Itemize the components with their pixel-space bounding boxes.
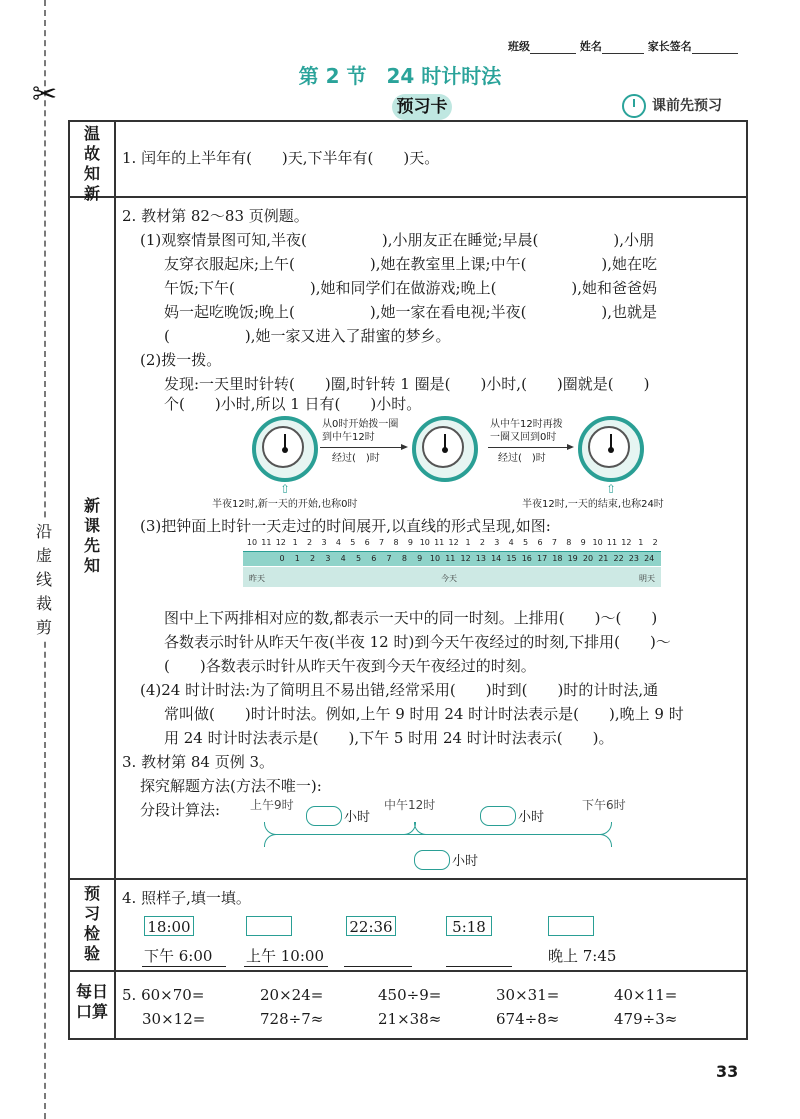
up-arrow-icon: ⇧	[606, 482, 617, 496]
caption-left: 半夜12时,新一天的开始,也称0时	[212, 499, 358, 510]
seg-unit-2: 小时	[518, 810, 545, 825]
arrow2-top: 从中午12时再拨	[490, 419, 563, 430]
up-arrow-icon: ⇧	[280, 482, 291, 496]
q2-p4-line2: 常叫做( )时计时法。例如,上午 9 时用 24 时计时法表示是( ),晚上 9 时	[164, 705, 684, 723]
seg-start: 上午9时	[250, 798, 294, 812]
label-review: 温故知新	[83, 124, 100, 203]
clock-icon-start	[252, 416, 318, 482]
arrow2-top2: 一圈又回到0时	[490, 432, 557, 443]
ruler-bottom-tick: 1	[294, 554, 300, 563]
ruler-top-tick: 4	[335, 538, 341, 547]
calc-8: 21×38≈	[378, 1010, 442, 1028]
name-label: 姓名	[579, 40, 602, 53]
ruler-top-tick: 12	[275, 538, 286, 547]
name-blank	[602, 53, 644, 54]
ruler-bottom-tick: 8	[401, 554, 407, 563]
pre-study	[622, 94, 722, 118]
ruler-bottom-tick: 23	[628, 554, 639, 563]
ruler-bottom-tick: 2	[310, 554, 316, 563]
calc-2: 20×24=	[260, 986, 324, 1004]
ruler-top-tick: 2	[652, 538, 658, 547]
ruler-top-tick: 9	[407, 538, 413, 547]
class-blank	[530, 53, 576, 54]
q2-p4-line1: (4)24 时计时法:为了简明且不易出错,经常采用( )时到( )时的计时法,通	[140, 681, 659, 699]
ruler-bottom-tick: 3	[325, 554, 331, 563]
ruler-top-tick: 2	[307, 538, 313, 547]
calc-1: 5. 60×70=	[122, 986, 205, 1004]
question-2: 2. 教材第 82～83 页例题。	[122, 207, 309, 225]
q2-p4-line3: 用 24 时计时法表示是( ),下午 5 时用 24 时计时法表示( )。	[164, 729, 614, 747]
q2-p1-line2: 友穿衣服起床;上午( ),她在教室里上课;中午( ),她在吃	[164, 255, 658, 273]
scissors-icon: ✂	[32, 77, 58, 112]
time-underline-2	[244, 966, 328, 967]
calc-7: 728÷7≈	[260, 1010, 324, 1028]
ruler-top-tick: 3	[321, 538, 327, 547]
row-divider-2	[68, 878, 748, 880]
time-line-1: 下午 6:00	[144, 947, 213, 965]
q2-p1-line4: 妈一起吃晚饭;晚上( ),她一家在看电视;半夜( ),也就是	[164, 303, 658, 321]
question-4: 4. 照样子,填一填。	[122, 889, 251, 907]
time-line-5: 晚上 7:45	[548, 947, 617, 965]
ruler-bottom-tick: 17	[537, 554, 548, 563]
calc-10: 479÷3≈	[614, 1010, 678, 1028]
ruler-top-tick: 5	[523, 538, 529, 547]
ruler-bottom-tick: 13	[475, 554, 486, 563]
clock-icon-end	[578, 416, 644, 482]
pre-study-label: 课前先预习	[652, 98, 722, 114]
q2-p3-line2: 各数表示时针从昨天午夜(半夜 12 时)到今天午夜经过的时刻,下排用( )～	[164, 633, 671, 651]
ruler-top-tick: 1	[465, 538, 471, 547]
time-ruler	[243, 537, 661, 593]
ruler-bottom-tick: 20	[582, 554, 594, 563]
time-underline-1	[142, 966, 226, 967]
calc-6: 30×12=	[142, 1010, 206, 1028]
calc-4: 30×31=	[496, 986, 560, 1004]
ruler-bottom-tick: 19	[567, 554, 578, 563]
q3-method: 探究解题方法(方法不唯一):	[140, 777, 322, 795]
q3-segment: 分段计算法:	[140, 801, 221, 819]
ruler-today: 今天	[441, 574, 457, 583]
seg-unit-3: 小时	[452, 854, 479, 869]
ruler-top-tick: 2	[479, 538, 485, 547]
page-number: 33	[716, 1062, 739, 1081]
label-check: 预习检验	[83, 884, 100, 963]
q2-p1-line1: (1)观察情景图可知,半夜( ),小朋友正在睡觉;早晨( ),小朋	[140, 231, 655, 249]
q2-p3-line1: 图中上下两排相对应的数,都表示一天中的同一时刻。上排用( )～( )	[164, 609, 658, 627]
q2-p2-title: (2)拨一拨。	[140, 351, 222, 369]
seg-blank-3	[414, 850, 450, 870]
question-3: 3. 教材第 84 页例 3。	[122, 753, 275, 771]
row-divider-3	[68, 970, 748, 972]
label-new: 新课先知	[83, 496, 100, 575]
ruler-top-tick: 11	[606, 538, 618, 547]
ruler-bottom-tick: 5	[355, 554, 362, 563]
time-box-5[interactable]	[548, 916, 594, 936]
header-info	[508, 38, 738, 54]
arrow-right-icon	[488, 447, 572, 448]
ruler-top-tick: 12	[448, 538, 459, 547]
time-box-2[interactable]	[246, 916, 292, 936]
ruler-top-tick: 11	[261, 538, 272, 547]
time-box-3[interactable]: 22:36	[346, 916, 396, 936]
q2-p1-line3: 午饭;下午( ),她和同学们在做游戏;晚上( ),她和爸爸妈	[164, 279, 658, 297]
time-underline-4[interactable]	[446, 966, 512, 967]
time-line-2: 上午 10:00	[246, 947, 324, 965]
arrow2-bottom: 经过( )时	[498, 453, 546, 464]
parent-label: 家长签名	[647, 40, 692, 53]
ruler-bottom-tick: 7	[386, 554, 392, 563]
ruler-top-tick: 11	[434, 538, 445, 547]
ruler-top-tick: 5	[350, 538, 356, 547]
q2-p1-line5: ( ),她一家又进入了甜蜜的梦乡。	[164, 327, 451, 345]
alarm-clock-icon	[622, 94, 646, 118]
arrow-right-icon	[320, 447, 406, 448]
time-underline-3[interactable]	[344, 966, 412, 967]
label-divider	[114, 120, 116, 1038]
ruler-bottom-tick: 24	[644, 554, 655, 563]
ruler-top-tick: 8	[566, 538, 572, 547]
question-1: 1. 闰年的上半年有( )天,下半年有( )天。	[122, 149, 440, 167]
ruler-top-tick: 6	[537, 538, 543, 547]
seg-unit-1: 小时	[344, 810, 371, 825]
q2-p3-line3: ( )各数表示时针从昨天午夜到今天午夜经过的时刻。	[164, 657, 536, 675]
caption-right: 半夜12时,一天的结束,也称24时	[522, 499, 664, 510]
ruler-bottom-tick: 22	[613, 554, 624, 563]
q2-p2-line2: 个( )小时,所以 1 日有( )小时。	[164, 395, 422, 413]
q2-p2-line1: 发现:一天里时针转( )圈,时针转 1 圈是( )小时,( )圈就是( )	[164, 375, 650, 393]
ruler-top-tick: 10	[592, 538, 603, 547]
calc-9: 674÷8≈	[496, 1010, 560, 1028]
ruler-top-tick: 12	[621, 538, 632, 547]
time-box-1[interactable]: 18:00	[144, 916, 194, 936]
ruler-bottom-tick: 0	[279, 554, 285, 563]
arrow1-top: 从0时开始拨一圈	[322, 419, 399, 430]
arrow1-top2: 到中午12时	[322, 432, 375, 443]
calc-5: 40×11=	[614, 986, 678, 1004]
row-divider-1	[68, 196, 748, 198]
ruler-bottom-tick: 10	[429, 554, 441, 563]
ruler-next: 明天	[639, 574, 655, 583]
ruler-bottom-tick: 16	[521, 554, 532, 563]
q2-p3-title: (3)把钟面上时针一天走过的时间展开,以直线的形式呈现,如图:	[140, 517, 551, 535]
seg-brace-total	[264, 834, 612, 847]
class-label: 班级	[508, 40, 530, 53]
ruler-bottom-tick: 6	[371, 554, 377, 563]
ruler-top-tick: 7	[551, 538, 557, 547]
ruler-top-tick: 1	[638, 538, 644, 547]
ruler-top-tick: 6	[364, 538, 370, 547]
ruler-top-tick: 8	[393, 538, 399, 547]
calc-3: 450÷9=	[378, 986, 442, 1004]
cut-text: 沿虚线裁剪	[34, 520, 54, 640]
ruler-bottom-tick: 14	[491, 554, 502, 563]
ruler-top-tick: 1	[292, 538, 298, 547]
ruler-top-tick: 3	[494, 538, 500, 547]
ruler-top-tick: 10	[419, 538, 430, 547]
ruler-prev: 昨天	[249, 574, 265, 583]
ruler-bottom-tick: 18	[552, 554, 563, 563]
ruler-bottom-tick: 4	[340, 554, 346, 563]
ruler-top-tick: 4	[508, 538, 514, 547]
ruler-bottom-tick: 9	[417, 554, 423, 563]
ruler-bottom-tick: 21	[598, 554, 609, 563]
ruler-top-tick: 10	[246, 538, 258, 547]
label-calc: 每日口算	[75, 982, 108, 1021]
seg-noon: 中午12时	[384, 798, 436, 812]
ruler-bottom-tick: 11	[445, 554, 456, 563]
ruler-bottom-tick: 12	[460, 554, 471, 563]
clock-icon-noon	[412, 416, 478, 482]
card-title: 预习卡	[392, 94, 452, 120]
time-box-4[interactable]: 5:18	[446, 916, 492, 936]
ruler-top-tick: 9	[580, 538, 586, 547]
ruler-bottom-tick: 15	[506, 554, 517, 563]
section-title: 第 2 节 24 时计时法	[298, 64, 502, 88]
ruler-top-tick: 7	[379, 538, 385, 547]
parent-blank	[692, 53, 738, 54]
arrow1-bottom: 经过( )时	[332, 453, 380, 464]
seg-end: 下午6时	[582, 798, 626, 812]
